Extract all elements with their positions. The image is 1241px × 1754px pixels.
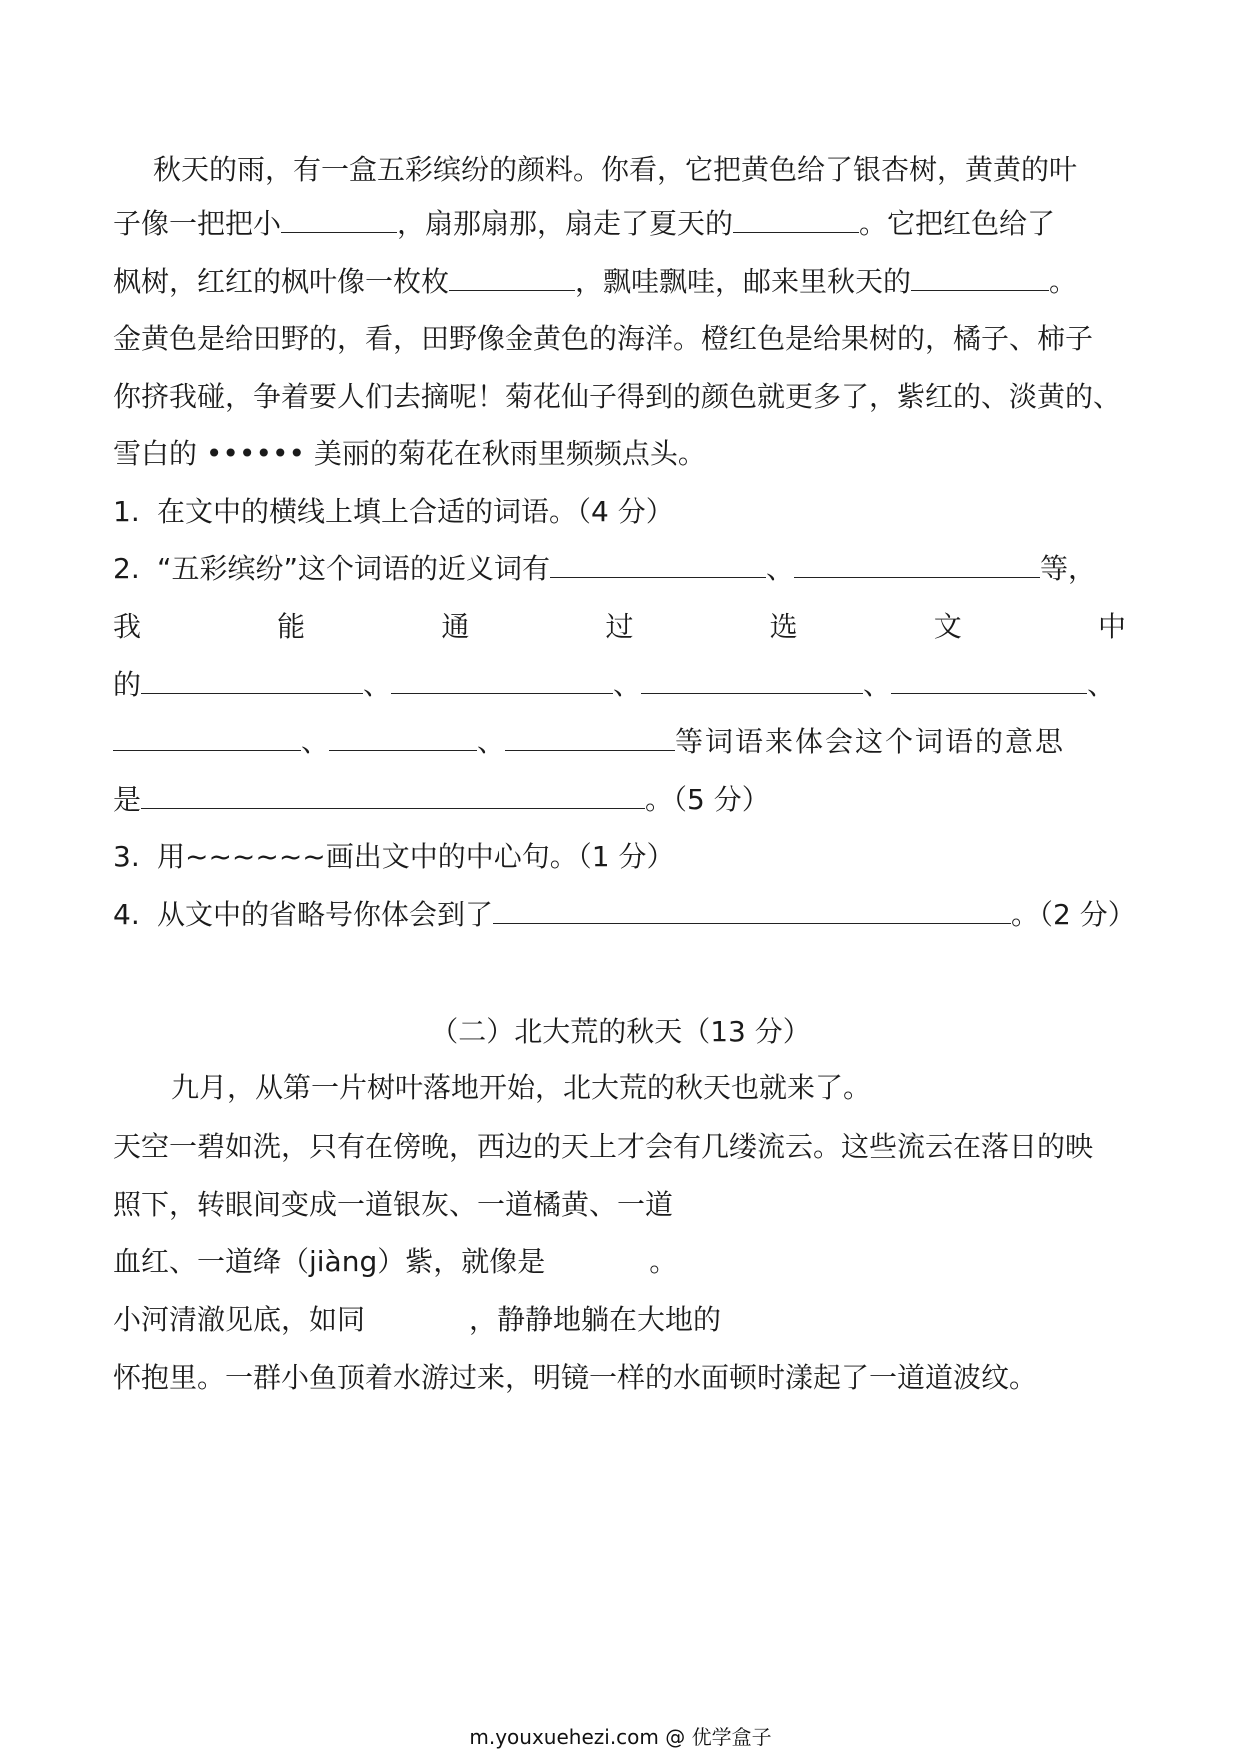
synonym-blank-1[interactable] <box>550 547 766 578</box>
synonym-blank-2[interactable] <box>794 547 1040 578</box>
question-3: 3. 用~~~~~~画出文中的中心句。（1 分） <box>113 840 675 873</box>
ellipsis-meaning-blank[interactable] <box>493 893 1011 924</box>
section-2-title: （二）北大荒的秋天（13 分） <box>430 1015 811 1048</box>
fill-blank-3[interactable] <box>449 260 575 291</box>
question-2-more-blanks-line: 、 、 等词语来体会这个词语的意思 <box>113 720 1133 764</box>
word-blank-4[interactable] <box>891 663 1087 694</box>
question-2-spread-line: 我 能 通 过 选 文 中 <box>113 610 1126 643</box>
word-blank-1[interactable] <box>141 663 363 694</box>
question-2-meaning-line: 是 。（5 分） <box>113 778 1133 822</box>
question-2-word-blanks-line: 的 、 、 、 、 <box>113 663 1133 707</box>
passage1-line-1: 秋天的雨，有一盒五彩缤纷的颜料。你看，它把黄色给了银杏树，黄黄的叶 <box>153 153 1078 186</box>
section-2-line-6: 怀抱里。一群小鱼顶着水游过来，明镜一样的水面顿时漾起了一道道波纹。 <box>113 1361 1038 1394</box>
question-4: 4. 从文中的省略号你体会到了 。（2 分） <box>113 893 1133 937</box>
question-1: 1. 在文中的横线上填上合适的词语。（4 分） <box>113 495 674 528</box>
passage1-line-2: 子像一把把小 ，扇那扇那，扇走了夏天的 。它把红色给了 <box>113 202 1133 246</box>
fill-blank-1[interactable] <box>281 202 397 233</box>
word-blank-2[interactable] <box>391 663 613 694</box>
passage1-line-5: 你挤我碰，争着要人们去摘呢！菊花仙子得到的颜色就更多了，紫红的、淡黄的、 <box>113 380 1122 413</box>
word-blank-3[interactable] <box>641 663 863 694</box>
passage1-line-3: 枫树，红红的枫叶像一枚枚 ，飘哇飘哇，邮来里秋天的 。 <box>113 260 1133 304</box>
passage1-line-6: 雪白的 •••••• 美丽的菊花在秋雨里频频点头。 <box>113 437 706 470</box>
question-2: 2. “五彩缤纷”这个词语的近义词有 、 等， <box>113 547 1133 591</box>
section-2-line-4: 血红、一道绛（jiàng）紫，就像是 。 <box>113 1245 678 1278</box>
section-2-line-3: 照下，转眼间变成一道银灰、一道橘黄、一道 <box>113 1188 674 1221</box>
word-blank-6[interactable] <box>329 720 477 751</box>
word-blank-5[interactable] <box>113 720 301 751</box>
meaning-blank[interactable] <box>141 778 645 809</box>
footer-watermark: m.youxuehezi.com @ 优学盒子 <box>469 1725 772 1749</box>
fill-blank-4[interactable] <box>911 260 1049 291</box>
fill-blank-2[interactable] <box>733 202 859 233</box>
section-2-line-2: 天空一碧如洗，只有在傍晚，西边的天上才会有几缕流云。这些流云在落日的映 <box>113 1130 1094 1163</box>
word-blank-7[interactable] <box>505 720 675 751</box>
section-2-line-1: 九月，从第一片树叶落地开始，北大荒的秋天也就来了。 <box>171 1071 872 1104</box>
section-2-line-5: 小河清澈见底，如同 ，静静地躺在大地的 <box>113 1303 722 1336</box>
passage1-line-4: 金黄色是给田野的，看，田野像金黄色的海洋。橙红色是给果树的，橘子、柿子 <box>113 322 1094 355</box>
